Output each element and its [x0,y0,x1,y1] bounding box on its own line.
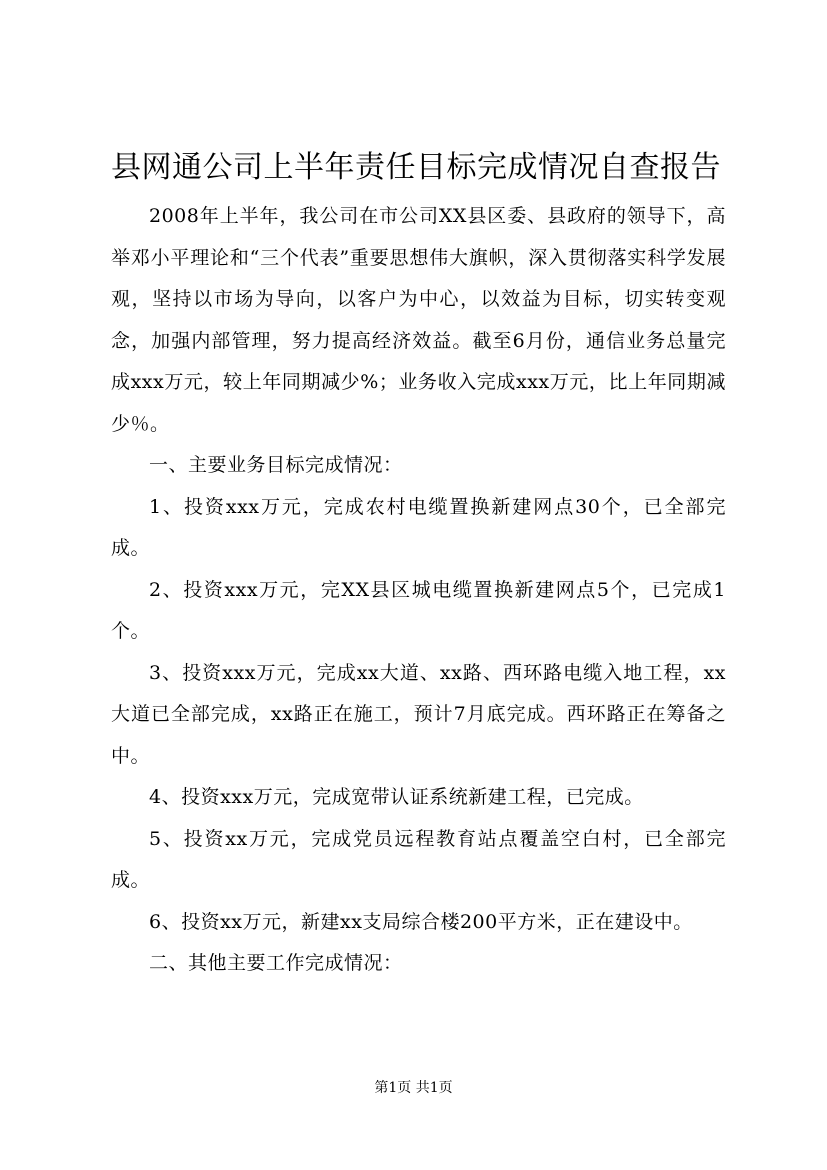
document-title: 县网通公司上半年责任目标完成情况自查报告 [111,150,721,185]
list-item: 3、投资xxx万元，完成xx大道、xx路、西环路电缆入地工程，xx大道已全部完成，xx路正在施工，预计7月底完成。西环路正在筹备之中。 [111,661,726,767]
list-item: 6、投资xx万元，新建xx支局综合楼200平方米，正在建设中。 [149,910,693,933]
section-heading-2: 二、其他主要工作完成情况： [149,952,403,974]
list-item: 2、投资xxx万元，完XX县区城电缆置换新建网点5个，已完成1个。 [111,578,726,642]
paragraph-intro: 2008年上半年，我公司在市公司XX县区委、县政府的领导下，高举邓小平理论和“三个代表”重要思想伟大旗帜，深入贯彻落实科学发展观，坚持以市场为导向，以客户为中心，以效益为目标，切实转变观念，加强内部管理，努力提高经济效益。截至6月份，通信业务总量完成xxx万元，较上年同期减少%；业务收入完成xxx万元，比上年同期减少％。 [111,205,726,435]
list-item: 5、投资xx万元，完成党员远程教育站点覆盖空白村，已全部完成。 [111,827,726,891]
list-item: 1、投资xxx万元，完成农村电缆置换新建网点30个，已全部完成。 [111,495,726,559]
page-number-footer: 第1页 共1页 [374,1080,453,1096]
section-heading-1: 一、主要业务目标完成情况： [149,454,403,476]
list-item: 4、投资xxx万元，完成宽带认证系统新建工程，已完成。 [149,786,644,808]
document-body [111,196,726,985]
